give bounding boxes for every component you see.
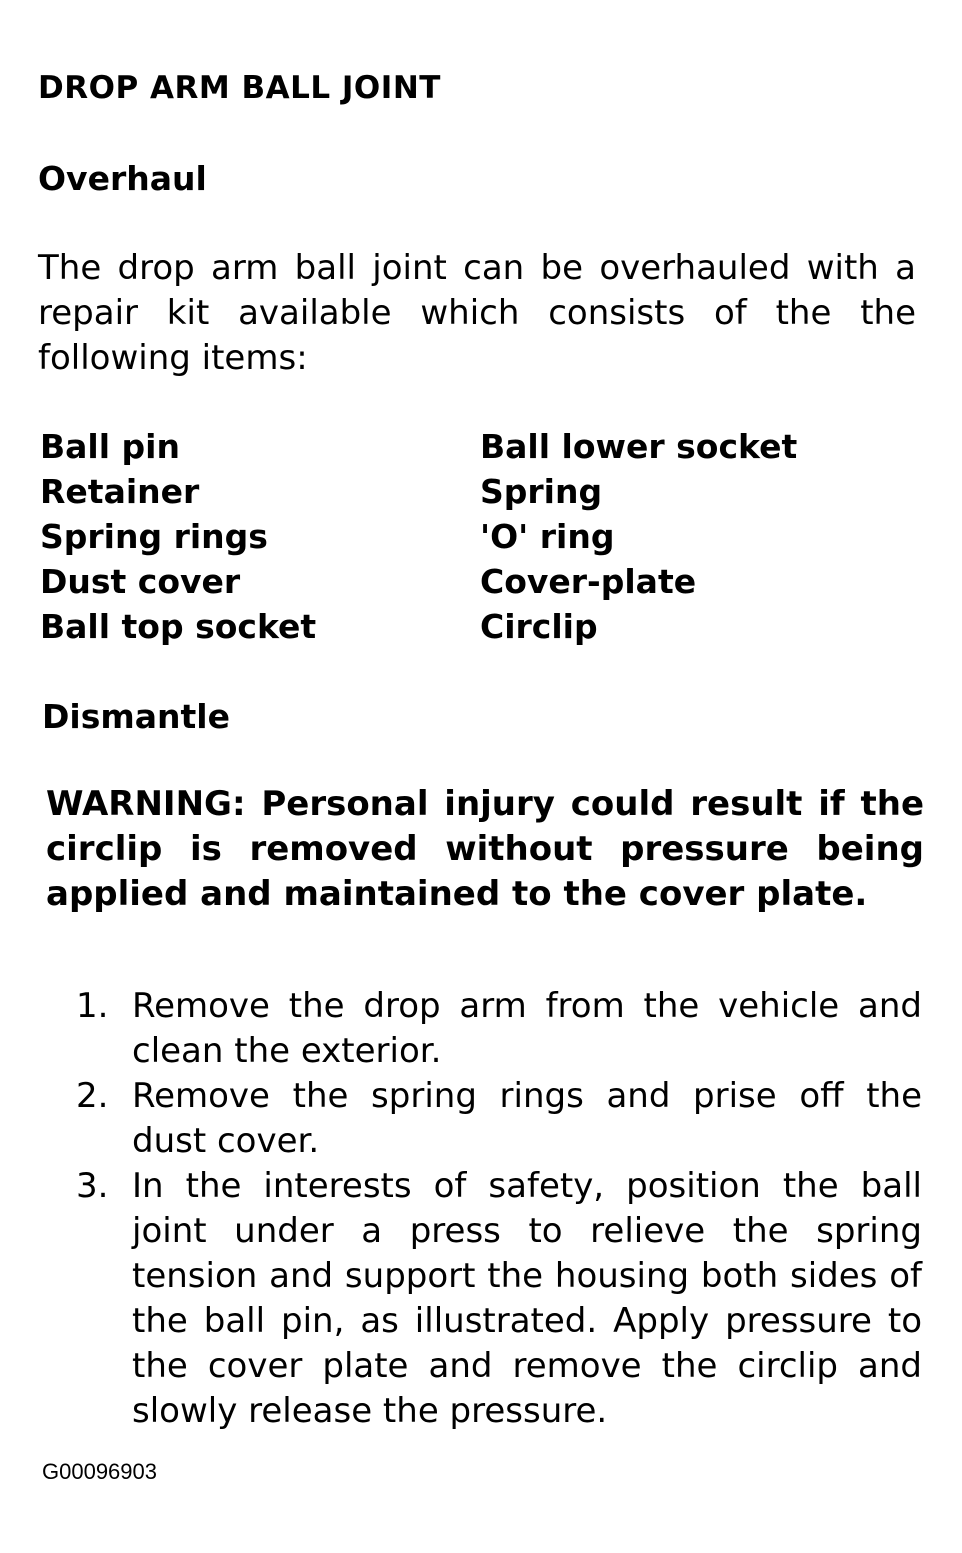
dismantle-heading: Dismantle: [42, 697, 230, 736]
parts-column-right: [480, 424, 797, 649]
figure-code: G00096903: [42, 1459, 157, 1484]
step-number: 1.: [76, 986, 109, 1026]
part-item: Ball top socket: [40, 607, 317, 646]
step-item: [70, 1074, 922, 1164]
overhaul-heading: Overhaul: [38, 159, 207, 198]
part-item: Dust cover: [40, 562, 241, 601]
page-title: DROP ARM BALL JOINT: [38, 70, 441, 106]
part-item: Ball lower socket: [480, 427, 798, 466]
part-item: Retainer: [40, 472, 200, 511]
step-text: Remove the drop arm from the vehicle and clean the exterior.: [132, 986, 922, 1071]
parts-column-left: [40, 424, 316, 649]
step-text: In the interests of safety, position the ball joint under a press to relieve the spring tension and support the housing both sides of the ball pin, as illustrated. Apply pressure to the cover plate and remove the circlip and slowly release the pressure.: [132, 1166, 922, 1431]
overhaul-intro: The drop arm ball joint can be overhauled with a repair kit available which consists of the the following items:: [38, 248, 916, 378]
part-item: Spring rings: [40, 517, 268, 556]
step-text: Remove the spring rings and prise off the dust cover.: [132, 1076, 922, 1161]
step-item: [70, 1164, 922, 1434]
procedure-steps: [70, 984, 922, 1434]
part-item: Cover-plate: [480, 562, 697, 601]
part-item: Ball pin: [40, 427, 180, 466]
part-item: Spring: [480, 472, 603, 511]
step-number: 3.: [76, 1166, 109, 1206]
part-item: Circlip: [480, 607, 598, 646]
part-item: 'O' ring: [480, 517, 615, 556]
step-item: [70, 984, 922, 1074]
step-number: 2.: [76, 1076, 109, 1116]
warning-text: WARNING: Personal injury could result if the circlip is removed without pressure being applied and maintained to the cover plate.: [46, 784, 924, 914]
